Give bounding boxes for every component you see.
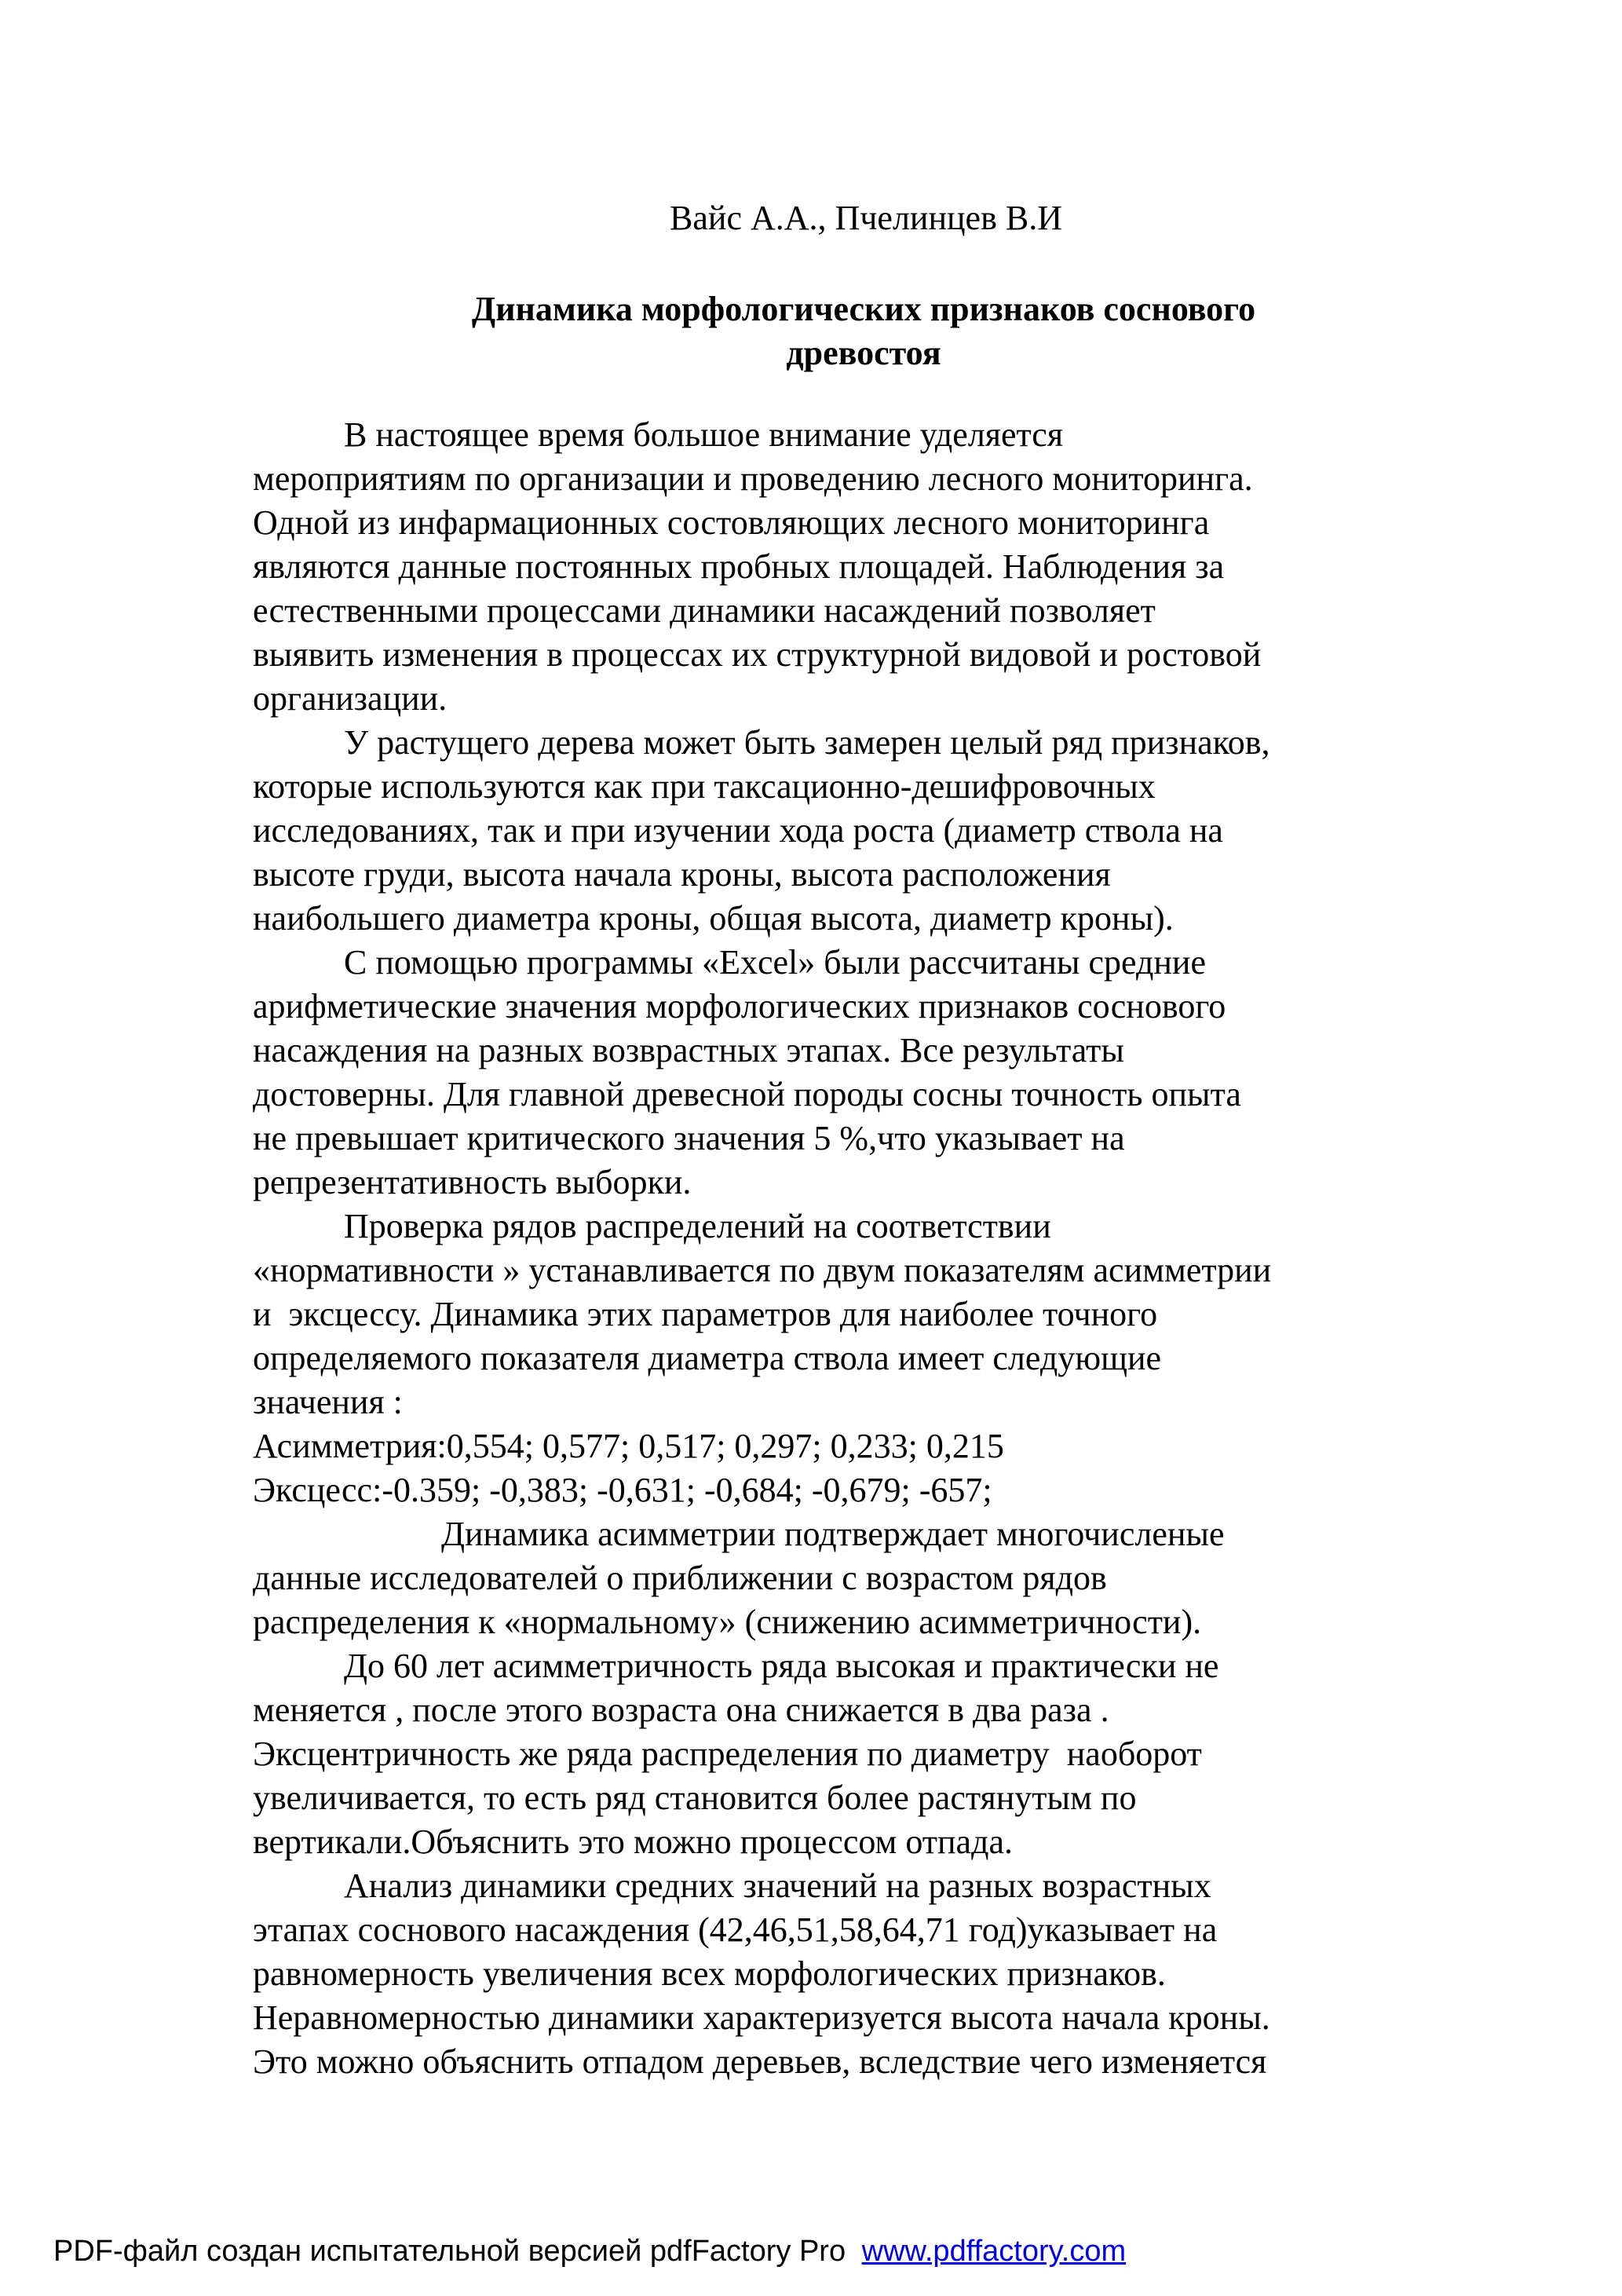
paragraph-line: распределения к «нормальному» (снижению асимметричности). — [253, 1603, 1202, 1641]
paragraph-line: и эксцессу. Динамика этих параметров для наиболее точного — [253, 1295, 1158, 1333]
paragraph-line: наибольшего диаметра кроны, общая высота, диаметр кроны). — [253, 899, 1174, 938]
paragraph-line: исследованиях, так и при изучении хода роста (диаметр ствола на — [253, 811, 1223, 850]
paragraph-line: Проверка рядов распределений на соответствии — [344, 1207, 1051, 1245]
paragraph-line: До 60 лет асимметричность ряда высокая и практически не — [344, 1647, 1219, 1685]
paragraph-line: определяемого показателя диаметра ствола имеет следующие — [253, 1339, 1162, 1377]
paragraph-line: У растущего дерева может быть замерен целый ряд признаков, — [344, 723, 1270, 762]
paragraph-line: С помощью программы «Excel» были рассчитаны средние — [344, 943, 1206, 982]
paragraph-line: меняется , после этого возраста она снижается в два раза . — [253, 1691, 1109, 1729]
pdffactory-link[interactable]: www.pdffactory.com — [861, 2235, 1127, 2268]
paragraph-line: выявить изменения в процессах их структурной видовой и ростовой — [253, 635, 1262, 674]
paragraph-line: которые используются как при таксационно-дешифровочных — [253, 767, 1156, 806]
paragraph-line: Эксцентричность же ряда распределения по диаметру наоборот — [253, 1735, 1202, 1773]
paragraph-line: высоте груди, высота начала кроны, высота расположения — [253, 855, 1111, 894]
paragraph-line: Одной из инфармационных состовляющих лесного мониторинга — [253, 503, 1210, 542]
paragraph-line: увеличивается, то есть ряд становится более растянутым по — [253, 1779, 1137, 1817]
paragraph-line: организации. — [253, 679, 448, 718]
paragraph-line: насаждения на разных возврастных этапах. Все результаты — [253, 1031, 1124, 1069]
paragraph-line: равномерность увеличения всех морфологических признаков. — [253, 1954, 1166, 1993]
document-body — [253, 413, 1391, 2084]
paragraph-line: являются данные постоянных пробных площадей. Наблюдения за — [253, 547, 1225, 586]
paragraph-line: вертикали.Объяснить это можно процессом отпада. — [253, 1823, 1013, 1861]
document-authors: Вайс А.А., Пчелинцев В.И — [670, 199, 1062, 237]
excess-values: Эксцесс:-0.359; -0,383; -0,631; -0,684; -0,679; -657; — [253, 1471, 992, 1509]
title-line: древостоя — [786, 334, 941, 372]
paragraph-line: Это можно объяснить отпадом деревьев, вследствие чего изменяется — [253, 2042, 1267, 2081]
document-title — [393, 287, 1335, 375]
title-line: Динамика морфологических признаков соснового — [471, 290, 1256, 328]
footer-text: PDF-файл создан испытательной версией pdfFactory Pro — [53, 2235, 846, 2268]
paragraph-line: репрезентативность выборки. — [253, 1163, 692, 1201]
pdf-footer — [53, 2233, 1126, 2269]
paragraph-line: значения : — [253, 1383, 403, 1421]
paragraph-line: не превышает критического значения 5 %,что указывает на — [253, 1119, 1125, 1157]
paragraph-line: Динамика асимметрии подтверждает многочисленые — [441, 1515, 1225, 1553]
paragraph-line: этапах соснового насаждения (42,46,51,58,64,71 год)указывает на — [253, 1910, 1218, 1949]
paragraph-line: «нормативности » устанавливается по двум показателям асимметрии — [253, 1251, 1272, 1289]
paragraph-line: Неравномерностью динамики характеризуется высота начала кроны. — [253, 1998, 1270, 2037]
paragraph-line: В настоящее время большое внимание уделяется — [344, 415, 1064, 454]
paragraph-line: арифметические значения морфологических признаков соснового — [253, 987, 1226, 1026]
paragraph-line: достоверны. Для главной древесной породы сосны точность опыта — [253, 1075, 1241, 1113]
paragraph-line: естественными процессами динамики насаждений позволяет — [253, 591, 1156, 630]
paragraph-line: Анализ динамики средних значений на разных возрастных — [344, 1866, 1211, 1905]
paragraph-line: данные исследователей о приближении с возрастом рядов — [253, 1559, 1107, 1597]
paragraph-line: мероприятиям по организации и проведению лесного мониторинга. — [253, 459, 1253, 498]
asymmetry-values: Асимметрия:0,554; 0,577; 0,517; 0,297; 0,233; 0,215 — [253, 1427, 1004, 1465]
